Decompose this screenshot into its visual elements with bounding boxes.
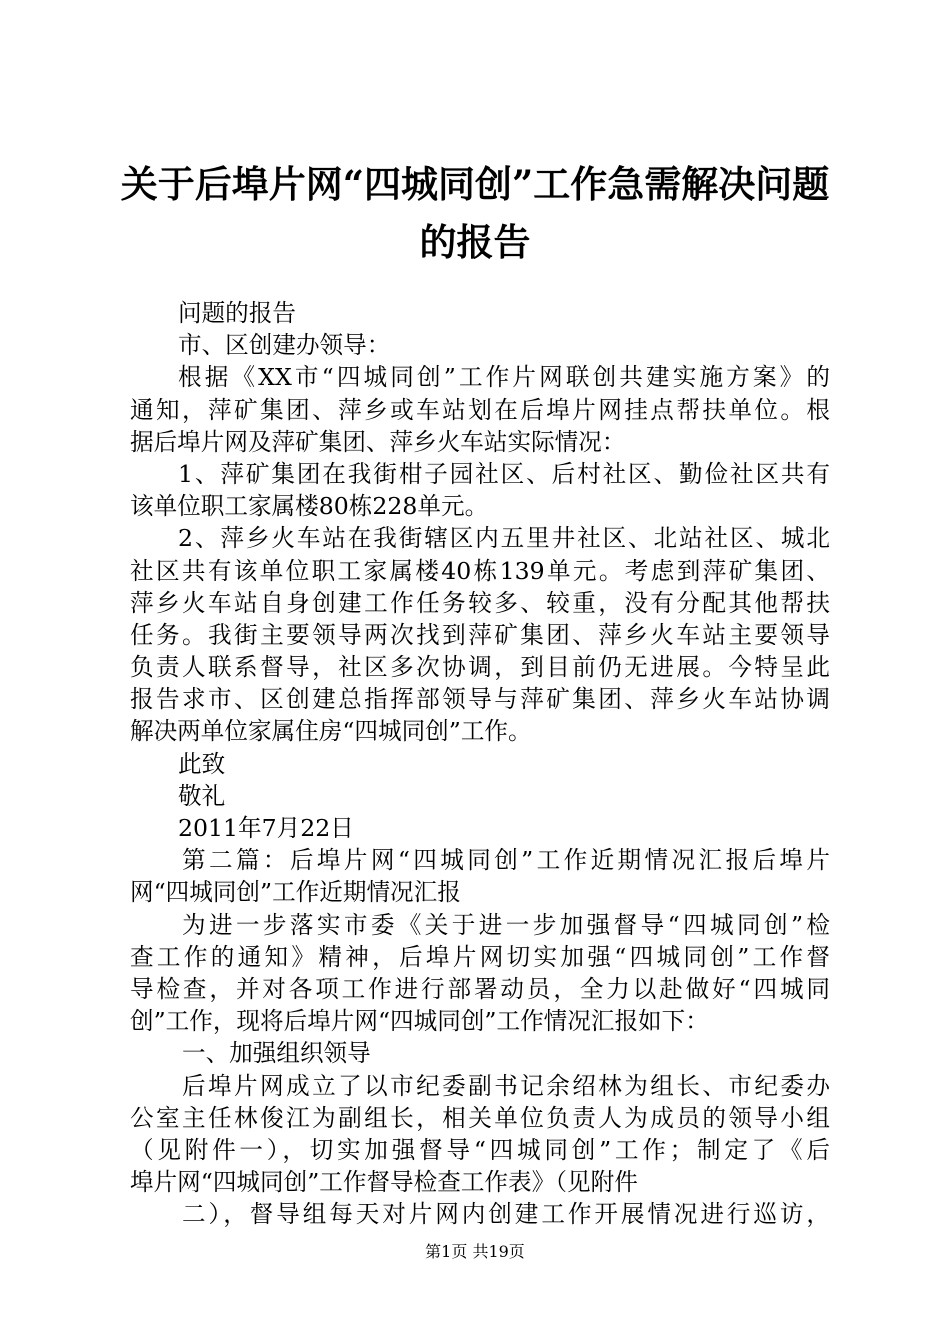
body-line: 查工作的通知》精神，后埠片网切实加强“四城同创”工作督 [130,942,830,971]
body-line: 埠片网“四城同创”工作督导检查工作表》（见附件 [130,1168,638,1197]
body-line: 通知，萍矿集团、萍乡或车站划在后埠片网挂点帮扶单位。根 [130,395,830,424]
body-line: 网“四城同创”工作近期情况汇报 [130,878,461,907]
body-line: 创”工作，现将后埠片网“四城同创”工作情况汇报如下： [130,1007,709,1036]
body-line: 负责人联系督导，社区多次协调，到目前仍无进展。今特呈此 [130,653,830,682]
body-line: 社区共有该单位职工家属楼40栋139单元。考虑到萍矿集团、 [130,556,830,585]
body-line: 问题的报告 [178,299,296,327]
body-line: 根据《XX市“四城同创”工作片网联创共建实施方案》的 [178,363,830,392]
body-line: 2011年7月22日 [178,814,354,842]
page-footer: 第1页 共19页 [425,1242,525,1261]
body-line: 此致 [178,749,226,778]
body-line: 市、区创建办领导： [178,331,391,360]
body-line: 敬礼 [178,781,226,810]
body-line: 2、萍乡火车站在我街辖区内五里井社区、北站社区、城北 [178,524,830,553]
body-line: 据后埠片网及萍矿集团、萍乡火车站实际情况： [130,427,626,456]
body-line: 公室主任林俊江为副组长，相关单位负责人为成员的领导小组 [130,1103,830,1132]
body-line: 二），督导组每天对片网内创建工作开展情况进行巡访， [182,1200,830,1229]
body-line: 后埠片网成立了以市纪委副书记余绍林为组长、市纪委办 [182,1071,830,1100]
body-line: （见附件一），切实加强督导“四城同创”工作；制定了《后 [130,1135,830,1164]
document-body [130,297,830,1230]
document-title-line-1: 关于后埠片网“四城同创”工作急需解决问题 [120,162,830,206]
body-line: 任务。我街主要领导两次找到萍矿集团、萍乡火车站主要领导 [130,620,830,649]
body-line: 一、加强组织领导 [182,1039,371,1068]
body-line: 为进一步落实市委《关于进一步加强督导“四城同创”检 [182,910,830,939]
body-line: 第二篇：后埠片网“四城同创”工作近期情况汇报后埠片 [182,846,830,875]
body-line: 1、萍矿集团在我街柑子园社区、后村社区、勤俭社区共有 [178,459,830,488]
body-line: 报告求市、区创建总指挥部领导与萍矿集团、萍乡火车站协调 [130,685,830,714]
body-line: 该单位职工家属楼80栋228单元。 [130,492,489,521]
body-line: 导检查，并对各项工作进行部署动员，全力以赴做好“四城同 [130,974,830,1003]
body-line: 萍乡火车站自身创建工作任务较多、较重，没有分配其他帮扶 [130,588,830,617]
body-line: 解决两单位家属住房“四城同创”工作。 [130,717,532,746]
document-title-line-2: 的报告 [419,220,531,264]
